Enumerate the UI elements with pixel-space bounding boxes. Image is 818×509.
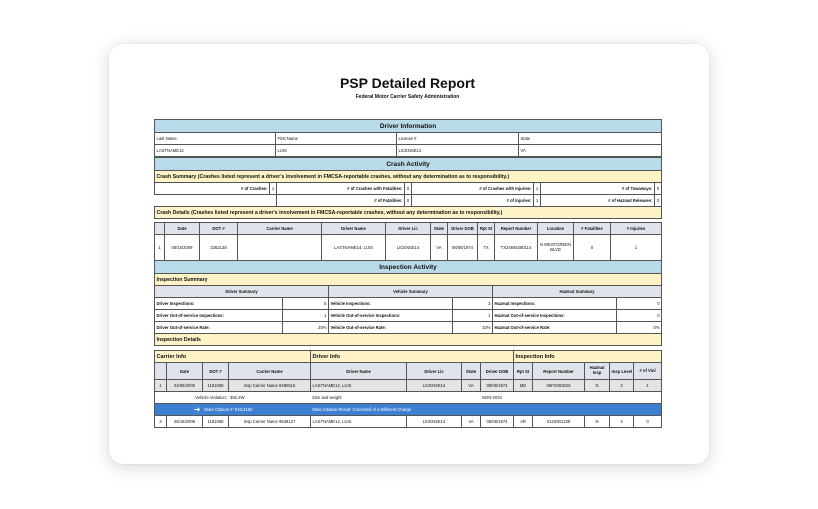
insp-cell: 1: [155, 380, 167, 392]
crash-activity-header: Crash Activity: [155, 158, 662, 171]
summary-value: 0: [617, 310, 662, 322]
crash-summary-title: Crash Summary (Crashes listed represent a driver's involvement in FMCSA-reportable crashes, without any determination as to responsibility.): [155, 171, 662, 183]
towaways-value: 0: [655, 183, 662, 195]
insp-col: # of Viol: [634, 363, 662, 380]
crash-cell: [238, 235, 322, 261]
last-name-value: LASTNAME14: [155, 145, 276, 157]
insp-cell: 2: [155, 416, 167, 428]
summary-label: Driver Out-of-service Inspections:: [155, 310, 283, 322]
insp-cell: VA: [462, 416, 481, 428]
summary-value: 1: [453, 310, 493, 322]
crash-col: Location: [538, 223, 574, 235]
insp-cell: 3: [610, 416, 634, 428]
crash-col: Driver Name: [322, 223, 386, 235]
summary-label: Hazmat Out-of-service Rate:: [493, 322, 617, 334]
summary-label: Vehicle Out-of-service Rate:: [329, 322, 453, 334]
injuries-label: # of Injuries:: [412, 195, 534, 207]
hazmat-summary-header: Hazmat Summary: [493, 286, 662, 298]
insp-cell: LICENSE14: [407, 380, 462, 392]
table-row: [155, 235, 662, 261]
crash-cell: 1: [155, 235, 165, 261]
inspection-summary-table: [154, 260, 662, 346]
crashes-injuries-label: # of Crashes with Injuries:: [412, 183, 534, 195]
inspection-details-table: [154, 350, 662, 428]
fatalities-value: 0: [405, 195, 412, 207]
violation-status: NON-OOS: [481, 392, 662, 404]
hazmat-releases-value: 0: [655, 195, 662, 207]
insp-cell: N: [585, 380, 610, 392]
crash-col: DOT #: [200, 223, 238, 235]
insp-cell: 0: [634, 416, 662, 428]
crash-col: Report Number: [495, 223, 538, 235]
insp-col: Date: [167, 363, 203, 380]
summary-value: 3: [453, 298, 493, 310]
insp-cell: Insp Carrier Name 9548127: [229, 416, 311, 428]
first-name-value: LUIS: [276, 145, 397, 157]
crash-cell: 2362138: [200, 235, 238, 261]
insp-col: State: [462, 363, 481, 380]
insp-col: DOT #: [203, 363, 229, 380]
insp-cell: MD: [514, 380, 533, 392]
table-row: [155, 416, 662, 428]
crash-cell: 08/06/1974: [448, 235, 478, 261]
crash-details-title: Crash Details (Crashes listed represent a driver's involvement in FMCSA-reportable crashes, without any determination as to responsibility.): [155, 207, 662, 219]
crash-col: Carrier Name: [238, 223, 322, 235]
summary-label: Driver Out-of-service Rate:: [155, 322, 283, 334]
crash-cell: 06/15/2009: [165, 235, 200, 261]
crash-cell: TX: [478, 235, 495, 261]
crash-cell: TX24845280114: [495, 235, 538, 261]
insp-cell: 2: [610, 380, 634, 392]
insp-cell: 0120001239: [533, 416, 585, 428]
driver-info-header: Driver Info: [311, 351, 514, 363]
state-value: VA: [519, 145, 662, 157]
crashes-injuries-value: 1: [534, 183, 541, 195]
inspection-info-header: Inspection Info: [514, 351, 662, 363]
crash-col: # Fatalities: [574, 223, 611, 235]
crashes-value: 1: [270, 183, 277, 195]
insp-col: [155, 363, 167, 380]
crashes-label: # of Crashes:: [155, 183, 270, 195]
citation-number: State Citation #: EN14150: [203, 404, 311, 416]
insp-cell: Insp Carrier Name 9490515: [229, 380, 311, 392]
insp-cell: LICENSE14: [407, 416, 462, 428]
crash-col: Rpt St: [478, 223, 495, 235]
insp-cell: 1181069: [203, 416, 229, 428]
arrow-right-icon: ➜: [193, 404, 201, 414]
crash-cell: 0: [574, 235, 611, 261]
inspection-summary-title: Inspection Summary: [155, 274, 662, 286]
crash-location: N WESTGREEN BLVD: [538, 235, 574, 261]
insp-cell: 08/06/1974: [481, 416, 514, 428]
crash-details-header-row: [155, 223, 662, 235]
insp-cell: LASTNAME14, LUIS: [311, 416, 407, 428]
insp-cell: 1181069: [203, 380, 229, 392]
crashes-fatalities-value: 0: [405, 183, 412, 195]
summary-value: 1: [283, 310, 329, 322]
crash-col: Date: [165, 223, 200, 235]
insp-cell: 05/16/2009: [167, 416, 203, 428]
crash-col: Driver DOB: [448, 223, 478, 235]
insp-col: Insp Level: [610, 363, 634, 380]
crash-col: Driver Lic: [386, 223, 431, 235]
insp-cell: AR: [514, 416, 533, 428]
driver-information-table: [154, 119, 662, 157]
insp-cell: VA: [462, 380, 481, 392]
insp-col: Hazmat Insp: [585, 363, 610, 380]
crash-cell: 1: [611, 235, 662, 261]
insp-cell: 08/06/1974: [481, 380, 514, 392]
crash-col: State: [431, 223, 448, 235]
report-subtitle: Federal Motor Carrier Safety Administration: [355, 94, 460, 100]
summary-value: 0: [617, 298, 662, 310]
summary-value: 33%: [453, 322, 493, 334]
summary-value: 5: [283, 298, 329, 310]
summary-label: Hazmat Inspections:: [493, 298, 617, 310]
insp-col: Report Number: [533, 363, 585, 380]
crash-cell: LASTNAME14, LUIS: [322, 235, 386, 261]
summary-row: [155, 310, 662, 322]
summary-value: 0%: [617, 322, 662, 334]
crash-summary-table: [154, 157, 662, 219]
hazmat-releases-label: # of Hazmat Releases:: [541, 195, 655, 207]
summary-row: [155, 298, 662, 310]
insp-cell: 04/06/2009: [167, 380, 203, 392]
inspection-details-header-row: [155, 363, 662, 380]
vehicle-summary-header: Vehicle Summary: [329, 286, 493, 298]
license-value: LICENSE14: [397, 145, 519, 157]
report-card: [109, 44, 709, 464]
summary-label: Vehicle Out-of-service Inspections:: [329, 310, 453, 322]
crashes-fatalities-label: # of Crashes with Fatalities:: [277, 183, 405, 195]
carrier-info-header: Carrier Info: [155, 351, 311, 363]
crash-col: [155, 223, 165, 235]
table-row: [155, 380, 662, 392]
last-name-label: Last Name: [155, 133, 276, 145]
insp-cell: N: [585, 416, 610, 428]
violation-row: [155, 392, 662, 404]
insp-col: Driver Name: [311, 363, 407, 380]
summary-label: Hazmat Out-of-service Inspections:: [493, 310, 617, 322]
driver-information-header: Driver Information: [155, 120, 662, 133]
summary-label: Vehicle Inspections:: [329, 298, 453, 310]
summary-label: Driver Inspections:: [155, 298, 283, 310]
violation-desc: Size and weight: [311, 392, 481, 404]
insp-col: Carrier Name: [229, 363, 311, 380]
inspection-details-title: Inspection Details: [155, 334, 662, 346]
insp-col: Rpt St: [514, 363, 533, 380]
insp-cell: 1: [634, 380, 662, 392]
crash-details-table: [154, 222, 662, 261]
insp-cell: 06FX003025: [533, 380, 585, 392]
state-label: State: [519, 133, 662, 145]
summary-value: 20%: [283, 322, 329, 334]
violation-code: 392.2W: [229, 392, 311, 404]
crash-cell: VA: [431, 235, 448, 261]
inspection-activity-header: Inspection Activity: [155, 261, 662, 274]
report-title: PSP Detailed Report: [339, 75, 476, 91]
license-label: License #: [397, 133, 519, 145]
summary-row: [155, 322, 662, 334]
injuries-value: 1: [534, 195, 541, 207]
crash-cell: LICENSE14: [386, 235, 431, 261]
driver-summary-header: Driver Summary: [155, 286, 329, 298]
insp-col: Driver DOB: [481, 363, 514, 380]
first-name-label: First Name: [276, 133, 397, 145]
citation-row: [155, 404, 662, 416]
insp-col: Driver Lic: [407, 363, 462, 380]
crash-col: # Injuries: [611, 223, 662, 235]
towaways-label: # of Towaways:: [541, 183, 655, 195]
citation-result: State Citation Result: Convicted of a Different Charge: [311, 404, 662, 416]
fatalities-label: # of Fatalities:: [277, 195, 405, 207]
violation-label: Vehicle Violation:: [167, 392, 229, 404]
insp-cell: LASTNAME14, LUIS: [311, 380, 407, 392]
